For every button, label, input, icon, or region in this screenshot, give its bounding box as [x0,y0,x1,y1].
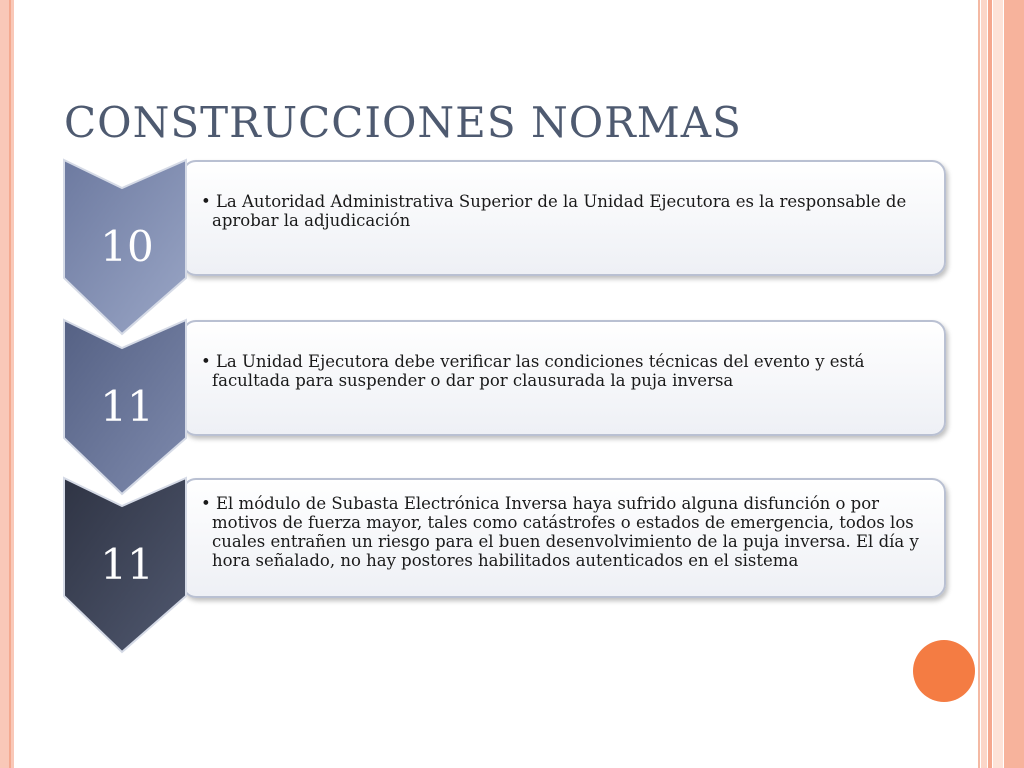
step-number: 11 [100,540,154,589]
step-number: 10 [100,222,154,271]
step-text: • La Unidad Ejecutora debe verificar las condiciones técnicas del evento y está facultada para suspender o dar por clausurada la puja inversa [201,352,865,390]
slide-title: CONSTRUCCIONES NORMAS [64,98,742,147]
step-text-panel [182,320,946,436]
step-text-panel [182,160,946,276]
stripe [1004,0,1024,768]
step-text: • El módulo de Subasta Electrónica Inversa haya sufrido alguna disfunción o por motivos de fuerza mayor, tales como catástrofes o estados de emergencia, todos los cuales entrañen un riesgo para el buen desenvolvimiento de la puja inversa. El día y hora señalado, no hay postores habilitados autenticados en el sistema [201,494,919,570]
stripe [988,0,992,768]
process-step-1 [60,152,950,337]
step-number: 11 [100,382,154,431]
step-text-panel [182,478,946,598]
step-text: • La Autoridad Administrativa Superior de la Unidad Ejecutora es la responsable de aprobar la adjudicación [201,192,907,230]
right-decorative-stripes [978,0,1024,768]
stripe [978,0,980,768]
left-decorative-line [9,0,11,768]
stripe [981,0,987,768]
process-step-3 [60,470,950,655]
stripe [993,0,1003,768]
left-decorative-bar [0,0,14,768]
accent-circle [913,640,975,702]
